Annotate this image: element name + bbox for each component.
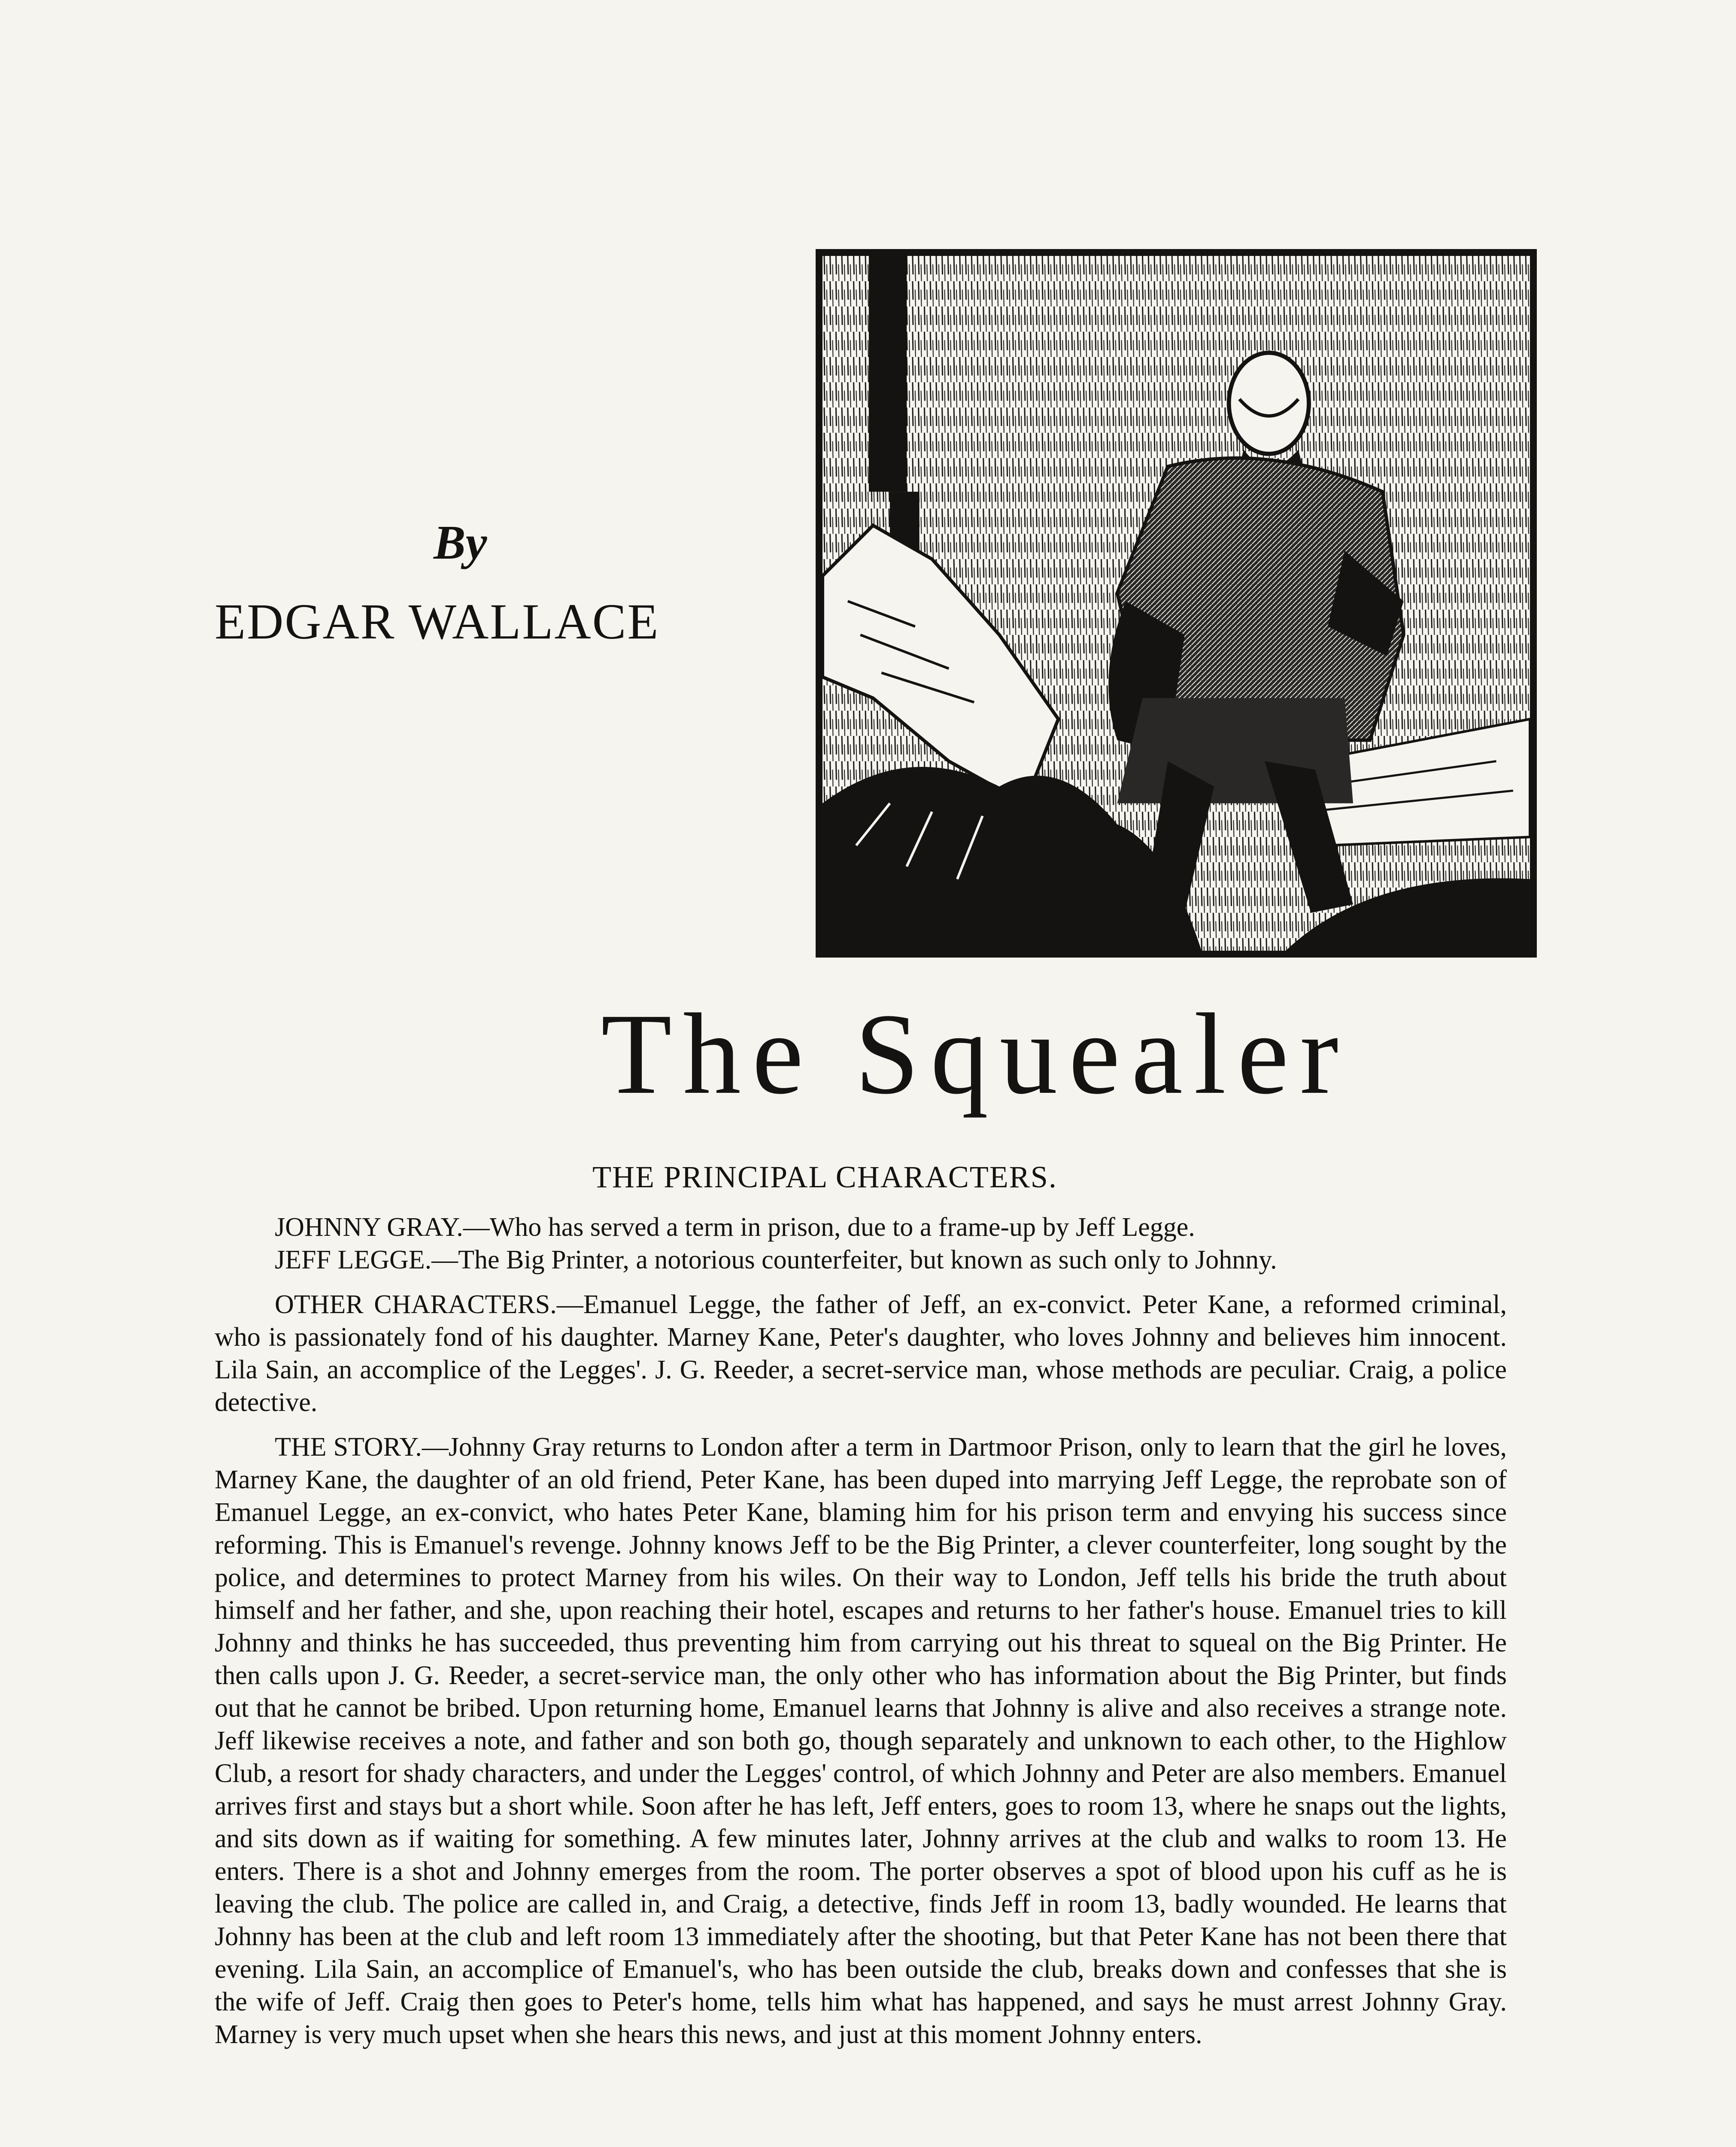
byline-by: By (434, 516, 487, 569)
synopsis-text (215, 1211, 1507, 2063)
characters-heading: THE PRINCIPAL CHARACTERS. (592, 1160, 1057, 1194)
story-illustration (816, 249, 1537, 958)
author-name: EDGAR WALLACE (215, 593, 660, 650)
illustration-drawing (822, 256, 1530, 951)
story-title: The Squealer (601, 990, 1350, 1118)
character-johnny: JOHNNY GRAY.—Who has served a term in prison, due to a frame-up by Jeff Legge. (275, 1213, 1195, 1242)
character-jeff: JEFF LEGGE.—The Big Printer, a notorious counterfeiter, but known as such only to Johnny. (275, 1245, 1277, 1274)
the-story: THE STORY.—Johnny Gray returns to London after a term in Dartmoor Prison, only to learn that the girl he loves, Marney Kane, the daughter of an old friend, Peter Kane, has been duped into marrying Jeff Legge, the reprobate son of Emanuel Legge, an ex-convict, who hates Peter Kane, blaming him for his prison term and envying his success since reforming. This is Emanuel's revenge. Johnny knows Jeff to be the Big Printer, a clever counterfeiter, long sought by the police, and determines to protect Marney from his wiles. On their way to London, Jeff tells his bride the truth about himself and her father, and she, upon reaching their hotel, escapes and returns to her father's house. Emanuel tries to kill Johnny and thinks he has succeeded, thus preventing him from carrying out his threat to squeal on the Big Printer. He then calls upon J. G. Reeder, a secret-service man, the only other who has information about the Big Printer, but finds out that he cannot be bribed. Upon returning home, Emanuel learns that Johnny is alive and also receives a strange note. Jeff likewise receives a note, and father and son both go, though separately and unknown to each other, to the Highlow Club, a resort for shady characters, and under the Legges' control, of which Johnny and Peter are also members. Emanuel arrives first and stays but a short while. Soon after he has left, Jeff enters, goes to room 13, where he snaps out the lights, and sits down as if waiting for something. A few minutes later, Johnny arrives at the club and walks to room 13. He enters. There is a shot and Johnny emerges from the room. The porter observes a spot of blood upon his cuff as he is leaving the club. The police are called in, and Craig, a detective, finds Jeff in room 13, badly wounded. He learns that Johnny has been at the club and left room 13 immediately after the shooting, but that Peter Kane has not been there that evening. Lila Sain, an accomplice of Emanuel's, who has been outside the club, breaks down and confesses that she is the wife of Jeff. Craig then goes to Peter's home, tells him what has happened, and says he must arrest Johnny Gray. Marney is very much upset when she hears this news, and just at this moment Johnny enters. (215, 1432, 1507, 2049)
other-characters: OTHER CHARACTERS.—Emanuel Legge, the father of Jeff, an ex-convict. Peter Kane, a reformed criminal, who is passionately fond of his daughter. Marney Kane, Peter's daughter, who loves Johnny and believes him innocent. Lila Sain, an accomplice of the Legges'. J. G. Reeder, a secret-service man, whose methods are peculiar. Craig, a police detective. (215, 1290, 1507, 1417)
